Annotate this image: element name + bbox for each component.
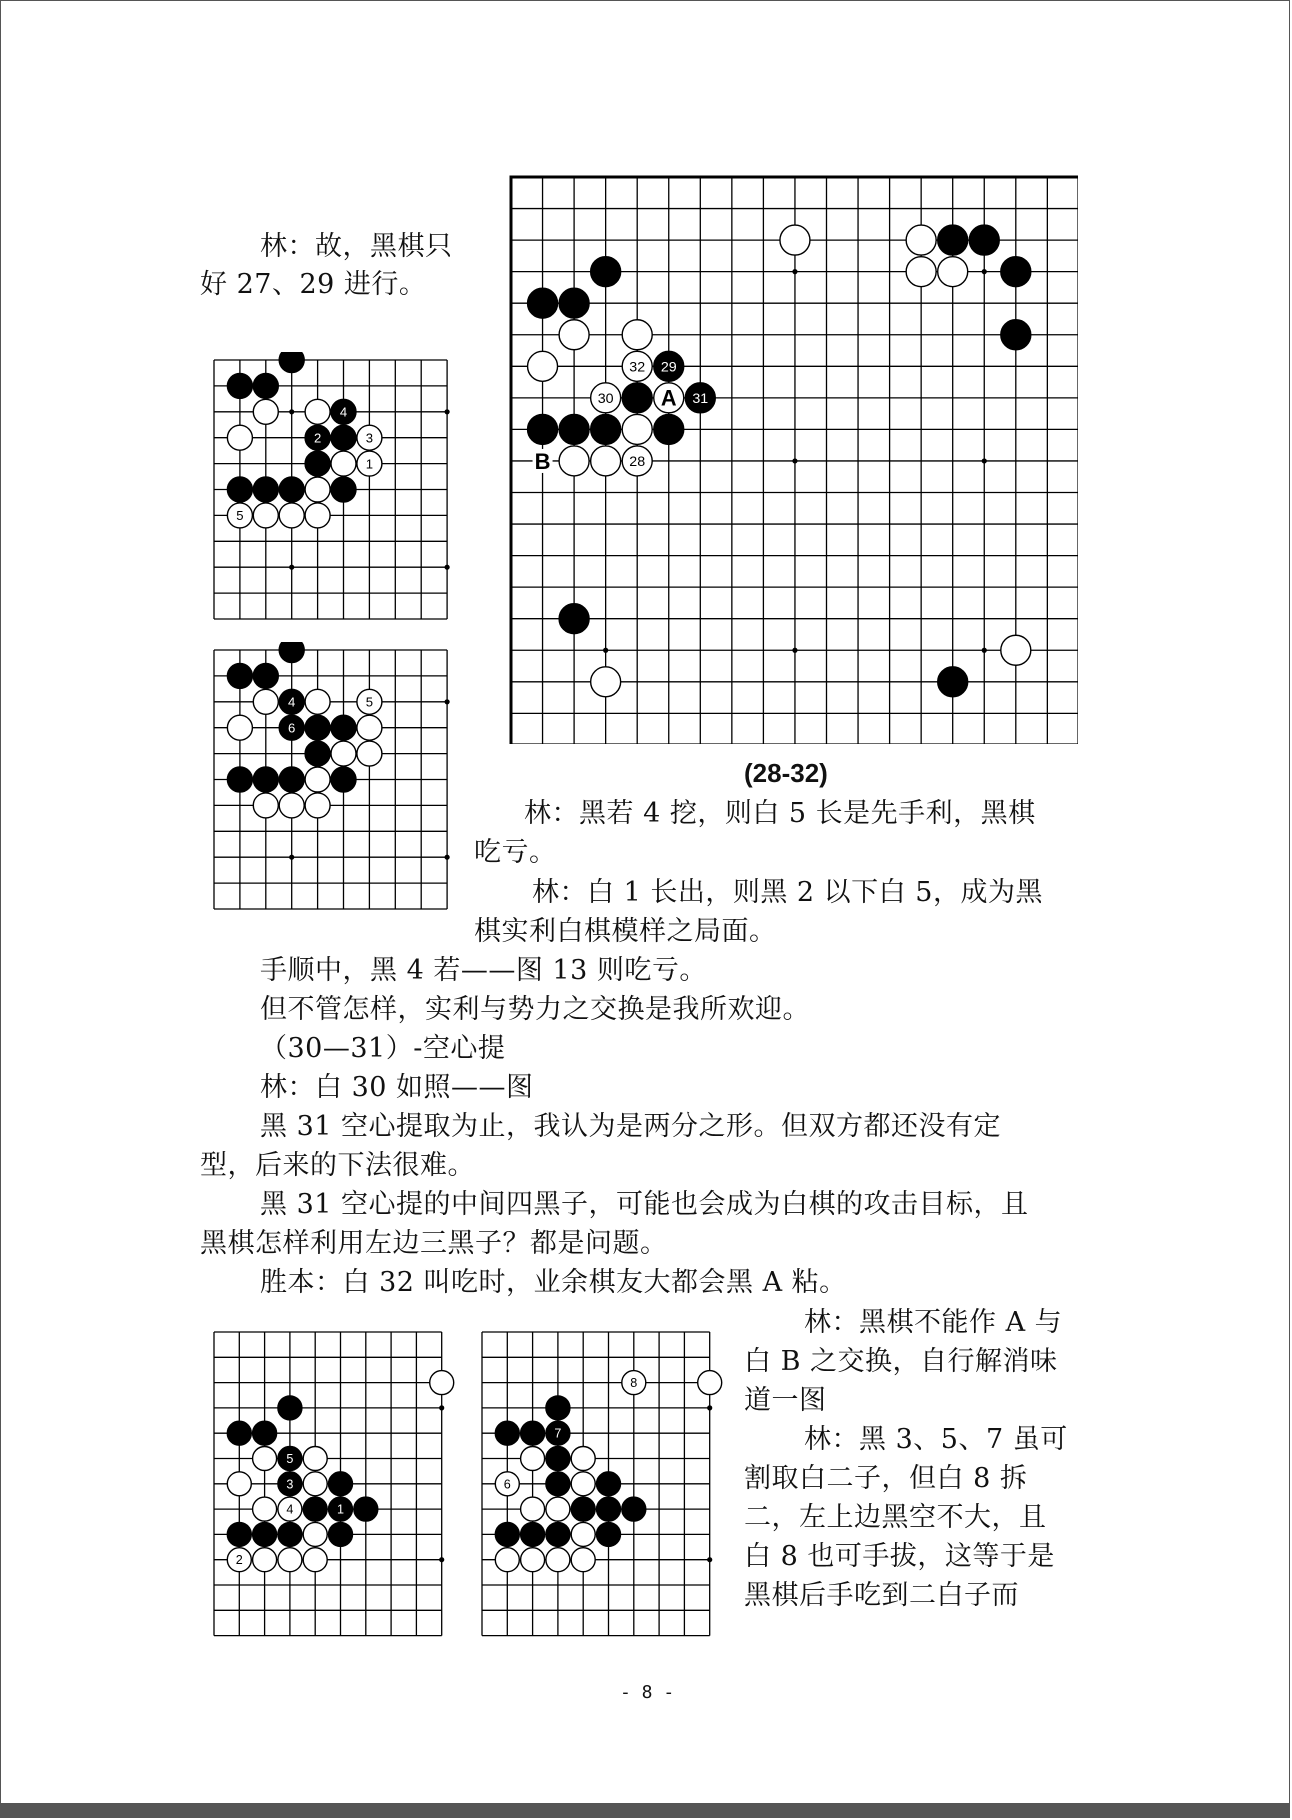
stone-move-label: 30 bbox=[597, 390, 614, 407]
stone-move-label: 4 bbox=[286, 1502, 294, 1517]
white-stone bbox=[521, 1447, 545, 1471]
board-letter-label: B bbox=[534, 448, 551, 474]
paragraph-3-line-1: 林：白 1 长出，则黑 2 以下白 5，成为黑 bbox=[532, 877, 1043, 908]
stone-move-label: 6 bbox=[288, 720, 296, 736]
white-stone bbox=[253, 503, 278, 528]
black-stone bbox=[253, 767, 278, 792]
star-point bbox=[289, 565, 294, 570]
stone-move-label: 7 bbox=[554, 1426, 562, 1441]
stone-move-label: 2 bbox=[313, 430, 322, 446]
go-board-main bbox=[508, 174, 1078, 744]
white-stone bbox=[698, 1371, 722, 1395]
black-stone bbox=[227, 1522, 251, 1546]
white-stone bbox=[559, 446, 589, 476]
black-stone bbox=[495, 1522, 519, 1546]
black-stone bbox=[546, 1396, 570, 1420]
stone-move-label: 32 bbox=[629, 359, 646, 376]
star-point bbox=[445, 699, 450, 704]
white-stone bbox=[591, 446, 621, 476]
star-point bbox=[439, 1405, 444, 1410]
star-point bbox=[445, 855, 450, 860]
black-stone bbox=[278, 1396, 302, 1420]
paragraph-2-line-2: 吃亏。 bbox=[474, 837, 557, 868]
white-stone bbox=[305, 503, 330, 528]
paragraph-10: 胜本：白 32 叫吃时，业余棋友大都会黑 A 粘。 bbox=[260, 1267, 847, 1298]
page-number: - 8 - bbox=[620, 1682, 675, 1703]
white-stone bbox=[253, 1497, 277, 1521]
white-stone bbox=[357, 715, 382, 740]
black-stone bbox=[591, 414, 621, 444]
paragraph-12-line-3: 二，左上边黑空不大，且 bbox=[744, 1502, 1047, 1533]
paragraph-7: 林：白 30 如照——图 bbox=[260, 1072, 534, 1103]
black-stone bbox=[279, 767, 304, 792]
paragraph-12-line-2: 割取白二子，但白 8 拆 bbox=[744, 1463, 1028, 1494]
black-stone bbox=[279, 642, 304, 663]
black-stone bbox=[279, 477, 304, 502]
black-stone bbox=[253, 373, 278, 398]
black-stone bbox=[546, 1472, 570, 1496]
black-stone bbox=[227, 767, 252, 792]
star-point bbox=[445, 565, 450, 570]
black-stone bbox=[329, 1472, 353, 1496]
black-stone bbox=[331, 425, 356, 450]
white-stone bbox=[227, 715, 252, 740]
stone-move-label: 1 bbox=[336, 1502, 345, 1517]
white-stone bbox=[622, 320, 652, 350]
black-stone bbox=[559, 604, 589, 634]
go-diagram-3 bbox=[208, 1326, 463, 1648]
black-stone bbox=[571, 1497, 595, 1521]
black-stone bbox=[329, 1522, 353, 1546]
black-stone bbox=[528, 288, 558, 318]
black-stone bbox=[622, 383, 652, 413]
white-stone bbox=[305, 767, 330, 792]
black-stone bbox=[495, 1421, 519, 1445]
white-stone bbox=[278, 1548, 302, 1572]
white-stone bbox=[253, 689, 278, 714]
stone-move-label: 29 bbox=[660, 359, 677, 376]
black-stone bbox=[227, 373, 252, 398]
black-stone bbox=[622, 1497, 646, 1521]
paragraph-1-line-2: 好 27、29 进行。 bbox=[200, 269, 427, 300]
black-stone bbox=[227, 477, 252, 502]
black-stone bbox=[528, 414, 558, 444]
black-stone bbox=[279, 352, 304, 373]
star-point bbox=[982, 648, 987, 653]
star-point bbox=[289, 855, 294, 860]
paragraph-2-line-1: 林：黑若 4 挖，则白 5 长是先手利，黑棋 bbox=[524, 798, 1036, 829]
black-stone bbox=[521, 1522, 545, 1546]
white-stone bbox=[303, 1522, 327, 1546]
white-stone bbox=[303, 1548, 327, 1572]
star-point bbox=[982, 269, 987, 274]
white-stone bbox=[305, 793, 330, 818]
white-stone bbox=[1001, 635, 1031, 665]
black-stone bbox=[253, 1421, 277, 1445]
white-stone bbox=[279, 503, 304, 528]
black-stone bbox=[559, 414, 589, 444]
stone-move-label: 3 bbox=[365, 430, 374, 446]
stone-move-label: 4 bbox=[339, 404, 348, 420]
white-stone bbox=[253, 793, 278, 818]
stone-move-label: 6 bbox=[503, 1477, 511, 1492]
white-stone bbox=[622, 414, 652, 444]
paragraph-5: 但不管怎样，实利与势力之交换是我所欢迎。 bbox=[260, 994, 810, 1025]
paragraph-6: （30—31）-空心提 bbox=[260, 1033, 506, 1064]
stone-move-label: 5 bbox=[286, 1452, 294, 1467]
white-stone bbox=[253, 1447, 277, 1471]
black-stone bbox=[654, 414, 684, 444]
black-stone bbox=[591, 257, 621, 287]
star-point bbox=[982, 458, 987, 463]
paragraph-9-line-1: 黑 31 空心提的中间四黑子，可能也会成为白棋的攻击目标，且 bbox=[260, 1189, 1029, 1220]
paragraph-1-line-1: 林：故，黑棋只 bbox=[260, 231, 453, 262]
black-stone bbox=[303, 1497, 327, 1521]
black-stone bbox=[969, 225, 999, 255]
star-point bbox=[445, 409, 450, 414]
paragraph-11-line-1: 林：黑棋不能作 A 与 bbox=[804, 1307, 1063, 1338]
stone-move-label: 2 bbox=[235, 1553, 243, 1568]
paragraph-12-line-4: 白 8 也可手拔，这等于是 bbox=[744, 1541, 1055, 1572]
star-point bbox=[792, 458, 797, 463]
go-diagram-1 bbox=[208, 352, 468, 634]
white-stone bbox=[357, 741, 382, 766]
white-stone bbox=[546, 1497, 570, 1521]
black-stone bbox=[278, 1522, 302, 1546]
black-stone bbox=[597, 1472, 621, 1496]
star-point bbox=[707, 1557, 712, 1562]
star-point bbox=[603, 648, 608, 653]
black-stone bbox=[227, 1421, 251, 1445]
white-stone bbox=[546, 1548, 570, 1572]
stone-move-label: 28 bbox=[629, 454, 646, 471]
black-stone bbox=[938, 667, 968, 697]
white-stone bbox=[305, 689, 330, 714]
go-diagram-4 bbox=[476, 1326, 731, 1648]
stone-move-label: 5 bbox=[236, 508, 244, 524]
stone-move-label: 8 bbox=[630, 1376, 638, 1391]
black-stone bbox=[546, 1447, 570, 1471]
black-stone bbox=[305, 451, 330, 476]
paragraph-8-line-1: 黑 31 空心提取为止，我认为是两分之形。但双方都还没有定 bbox=[260, 1111, 1002, 1142]
white-stone bbox=[528, 351, 558, 381]
paragraph-3-line-2: 棋实利白棋模样之局面。 bbox=[474, 916, 777, 947]
star-point bbox=[289, 409, 294, 414]
white-stone bbox=[279, 793, 304, 818]
white-stone bbox=[303, 1472, 327, 1496]
paragraph-9-line-2: 黑棋怎样利用左边三黑子？都是问题。 bbox=[200, 1228, 668, 1259]
black-stone bbox=[354, 1497, 378, 1521]
stone-move-label: A bbox=[660, 385, 677, 411]
white-stone bbox=[227, 425, 252, 450]
go-diagram-2 bbox=[208, 642, 468, 924]
stone-move-label: 1 bbox=[365, 456, 374, 472]
white-stone bbox=[906, 225, 936, 255]
white-stone bbox=[227, 1472, 251, 1496]
black-stone bbox=[597, 1497, 621, 1521]
white-stone bbox=[780, 225, 810, 255]
black-stone bbox=[331, 715, 356, 740]
white-stone bbox=[331, 741, 356, 766]
black-stone bbox=[597, 1522, 621, 1546]
white-stone bbox=[571, 1447, 595, 1471]
black-stone bbox=[253, 477, 278, 502]
white-stone bbox=[253, 399, 278, 424]
stone-move-label: 3 bbox=[286, 1477, 294, 1492]
white-stone bbox=[571, 1522, 595, 1546]
white-stone bbox=[305, 477, 330, 502]
white-stone bbox=[591, 667, 621, 697]
white-stone bbox=[331, 451, 356, 476]
black-stone bbox=[331, 767, 356, 792]
white-stone bbox=[521, 1548, 545, 1572]
black-stone bbox=[1001, 320, 1031, 350]
black-stone bbox=[546, 1522, 570, 1546]
white-stone bbox=[571, 1548, 595, 1572]
black-stone bbox=[305, 715, 330, 740]
star-point bbox=[439, 1557, 444, 1562]
paragraph-11-line-3: 道一图 bbox=[744, 1385, 827, 1416]
black-stone bbox=[253, 663, 278, 688]
paragraph-4: 手顺中，黑 4 若——图 13 则吃亏。 bbox=[260, 955, 707, 986]
paragraph-8-line-2: 型，后来的下法很难。 bbox=[200, 1150, 475, 1181]
white-stone bbox=[906, 257, 936, 287]
black-stone bbox=[1001, 257, 1031, 287]
white-stone bbox=[430, 1371, 454, 1395]
stone-move-label: 4 bbox=[288, 694, 296, 710]
black-stone bbox=[331, 477, 356, 502]
black-stone bbox=[227, 663, 252, 688]
white-stone bbox=[305, 399, 330, 424]
black-stone bbox=[559, 288, 589, 318]
star-point bbox=[792, 269, 797, 274]
white-stone bbox=[495, 1548, 519, 1572]
white-stone bbox=[303, 1447, 327, 1471]
paragraph-12-line-5: 黑棋后手吃到二白子而 bbox=[744, 1580, 1019, 1611]
white-stone bbox=[938, 257, 968, 287]
white-stone bbox=[253, 1548, 277, 1572]
white-stone bbox=[521, 1497, 545, 1521]
diagram-caption: (28-32) bbox=[744, 758, 828, 788]
paragraph-12-line-1: 林：黑 3、5、7 虽可 bbox=[804, 1424, 1068, 1455]
black-stone bbox=[305, 741, 330, 766]
white-stone bbox=[571, 1472, 595, 1496]
star-point bbox=[707, 1405, 712, 1410]
stone-move-label: 31 bbox=[692, 390, 709, 407]
black-stone bbox=[938, 225, 968, 255]
black-stone bbox=[521, 1421, 545, 1445]
star-point bbox=[792, 648, 797, 653]
white-stone bbox=[559, 320, 589, 350]
paragraph-11-line-2: 白 B 之交换，自行解消味 bbox=[744, 1346, 1058, 1377]
black-stone bbox=[253, 1522, 277, 1546]
stone-move-label: 5 bbox=[365, 694, 374, 710]
